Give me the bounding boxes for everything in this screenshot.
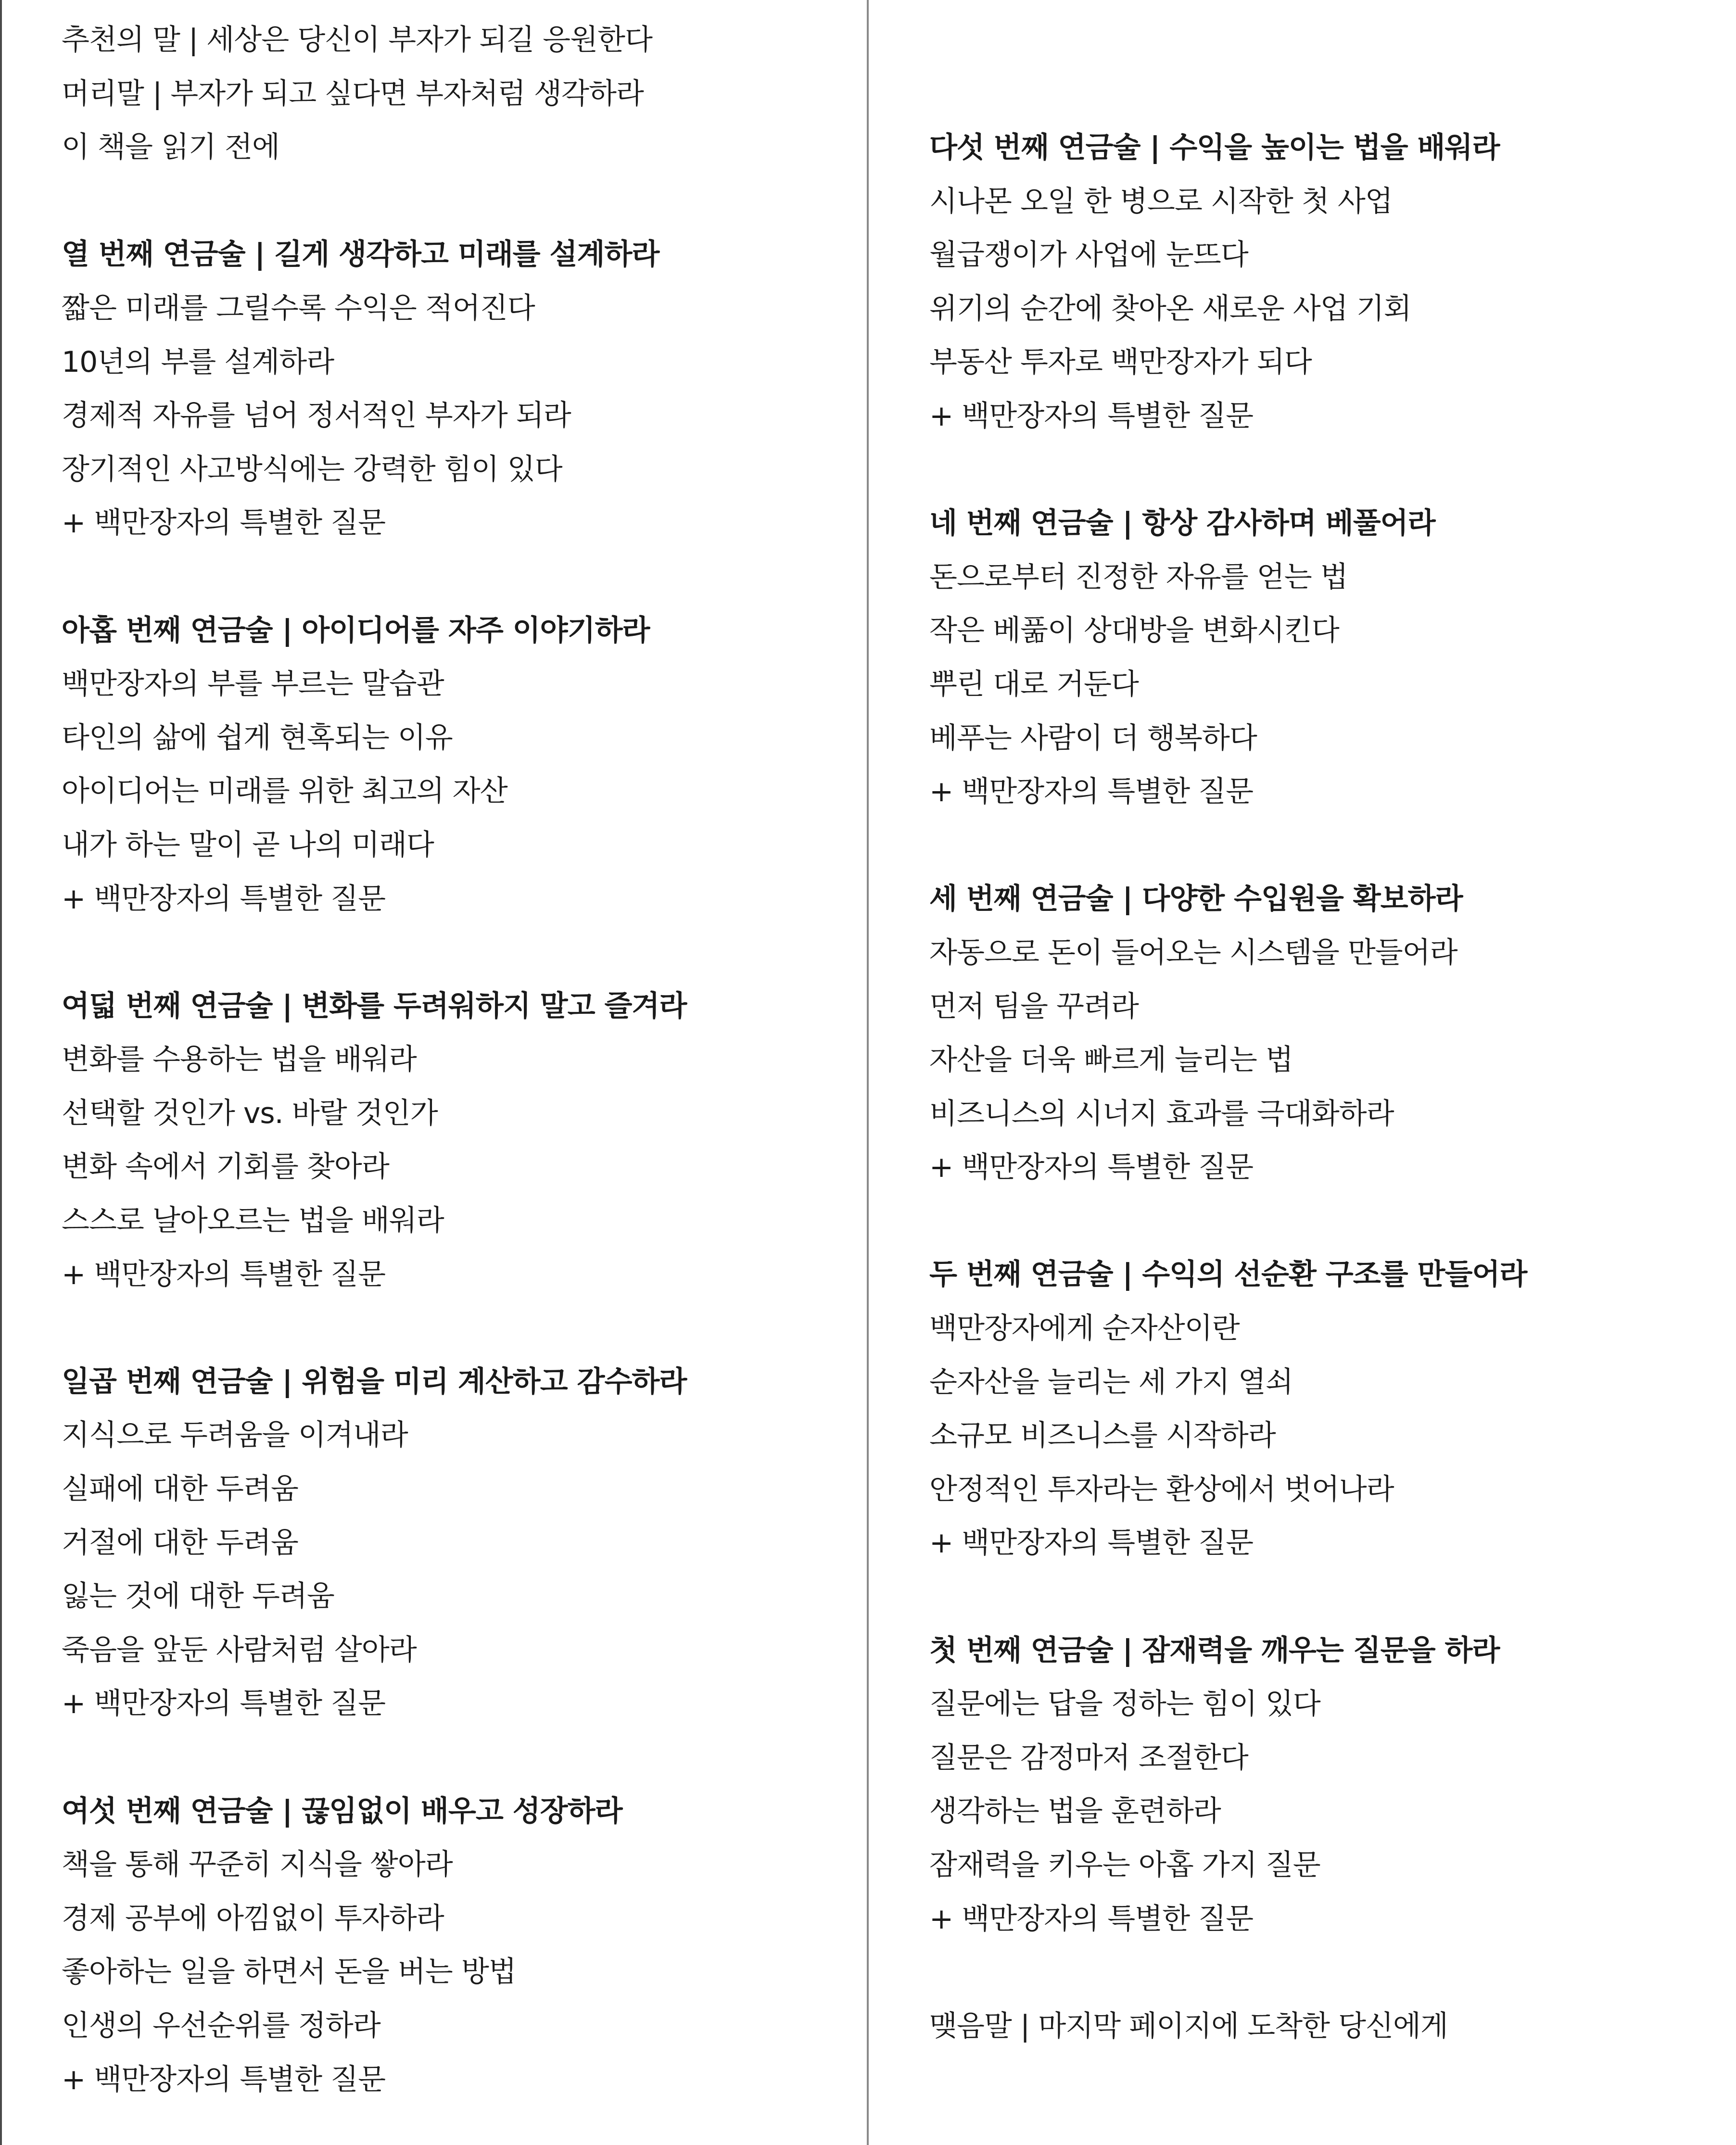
toc-entry: 뿌린 대로 거둔다 [929, 667, 1139, 701]
spacer [929, 819, 1718, 873]
chapter-heading-1: 첫 번째 연금술 | 잠재력을 깨우는 질문을 하라 [929, 1633, 1500, 1667]
toc-entry-special-question: + 백만장자의 특별한 질문 [929, 1526, 1254, 1560]
toc-entry: 시나몬 오일 한 병으로 시작한 첫 사업 [929, 184, 1393, 218]
toc-entry: 자산을 더욱 빠르게 늘리는 법 [929, 1043, 1293, 1077]
toc-entry: 내가 하는 말이 곧 나의 미래다 [62, 828, 434, 862]
toc-entry: 지식으로 두려움을 이겨내라 [62, 1418, 408, 1452]
spacer [929, 443, 1718, 497]
toc-entry-recommendation: 추천의 말 | 세상은 당신이 부자가 되길 응원한다 [62, 23, 652, 57]
chapter-heading-2: 두 번째 연금술 | 수익의 선순환 구조를 만들어라 [929, 1258, 1527, 1292]
toc-entry: 작은 베풂이 상대방을 변화시킨다 [929, 614, 1339, 648]
toc-entry: 돈으로부터 진정한 자유를 얻는 법 [929, 560, 1348, 594]
toc-entry: 비즈니스의 시너지 효과를 극대화하라 [929, 1097, 1394, 1131]
toc-entry-special-question: + 백만장자의 특별한 질문 [929, 1150, 1254, 1185]
toc-entry: 소규모 비즈니스를 시작하라 [929, 1419, 1276, 1453]
spacer [929, 1195, 1718, 1249]
spacer [62, 1731, 850, 1785]
toc-entry-special-question: + 백만장자의 특별한 질문 [62, 1257, 386, 1291]
toc-entry: 짧은 미래를 그릴수록 수익은 적어진다 [62, 291, 535, 325]
toc-entry: 죽음을 앞둔 사람처럼 살아라 [62, 1633, 417, 1667]
chapter-heading-4: 네 번째 연금술 | 항상 감사하며 베풀어라 [929, 506, 1435, 541]
toc-entry: 자동으로 돈이 들어오는 시스템을 만들어라 [929, 935, 1457, 970]
toc-entry: 질문은 감정마저 조절한다 [929, 1741, 1248, 1775]
toc-entry: 백만장자에게 순자산이란 [929, 1312, 1240, 1346]
toc-entry-special-question: + 백만장자의 특별한 질문 [62, 2062, 386, 2096]
chapter-heading-3: 세 번째 연금술 | 다양한 수입원을 확보하라 [929, 882, 1463, 916]
spacer [62, 1301, 850, 1355]
toc-entry: 거절에 대한 두려움 [62, 1526, 298, 1560]
toc-entry-special-question: + 백만장자의 특별한 질문 [62, 1687, 386, 1721]
toc-entry: 변화 속에서 기회를 찾아라 [62, 1150, 389, 1184]
toc-entry: 장기적인 사고방식에는 강력한 힘이 있다 [62, 452, 562, 486]
spacer [929, 1946, 1718, 2000]
toc-entry: 안정적인 투자라는 환상에서 벗어나라 [929, 1472, 1394, 1506]
toc-entry: 선택할 것인가 vs. 바랄 것인가 [62, 1096, 438, 1130]
toc-entry: 부동산 투자로 백만장자가 되다 [929, 345, 1312, 379]
toc-entry: 경제적 자유를 넘어 정서적인 부자가 되라 [62, 399, 571, 433]
spacer [62, 175, 850, 228]
toc-entry-preface: 머리말 | 부자가 되고 싶다면 부자처럼 생각하라 [62, 76, 644, 111]
chapter-heading-6: 여섯 번째 연금술 | 끊임없이 배우고 성장하라 [62, 1794, 622, 1828]
chapter-heading-5: 다섯 번째 연금술 | 수익을 높이는 법을 배워라 [929, 131, 1500, 164]
column-divider [867, 0, 869, 2145]
toc-entry: 먼저 팀을 꾸려라 [929, 989, 1139, 1023]
toc-entry: 변화를 수용하는 법을 배워라 [62, 1043, 417, 1077]
toc-entry: 스스로 날아오르는 법을 배워라 [62, 1204, 444, 1238]
toc-entry: 월급쟁이가 사업에 눈뜨다 [929, 238, 1248, 272]
toc-entry: 경제 공부에 아낌없이 투자하라 [62, 1901, 444, 1935]
toc-entry: 타인의 삶에 쉽게 현혹되는 이유 [62, 720, 453, 755]
toc-entry: 좋아하는 일을 하면서 돈을 버는 방법 [62, 1955, 516, 1989]
toc-entry: 잠재력을 키우는 아홉 가지 질문 [929, 1848, 1320, 1882]
toc-entry-before-reading: 이 책을 읽기 전에 [62, 130, 279, 164]
toc-entry-special-question: + 백만장자의 특별한 질문 [62, 506, 386, 540]
toc-entry-special-question: + 백만장자의 특별한 질문 [929, 775, 1254, 809]
toc-entry-special-question: + 백만장자의 특별한 질문 [929, 399, 1254, 433]
toc-entry: 10년의 부를 설계하라 [62, 345, 334, 379]
chapter-heading-8: 여덟 번째 연금술 | 변화를 두려워하지 말고 즐겨라 [62, 989, 687, 1023]
toc-entry: 아이디어는 미래를 위한 최고의 자산 [62, 774, 507, 808]
toc-entry: 책을 통해 꾸준히 지식을 쌓아라 [62, 1848, 453, 1882]
toc-entry-special-question: + 백만장자의 특별한 질문 [929, 1902, 1254, 1936]
chapter-heading-10: 열 번째 연금술 | 길게 생각하고 미래를 설계하라 [62, 238, 659, 272]
left-page-edge [0, 0, 2, 2145]
toc-entry: 백만장자의 부를 부르는 말습관 [62, 667, 444, 701]
toc-entry: 베푸는 사람이 더 행복하다 [929, 721, 1257, 755]
toc-entry-special-question: + 백만장자의 특별한 질문 [62, 882, 386, 916]
toc-left-column [62, 13, 850, 2107]
toc-entry: 인생의 우선순위를 정하라 [62, 2008, 380, 2043]
spacer [929, 1570, 1718, 1624]
toc-entry: 위기의 순간에 찾아온 새로운 사업 기회 [929, 291, 1411, 326]
spacer [62, 926, 850, 980]
toc-entry: 순자산을 늘리는 세 가지 열쇠 [929, 1365, 1293, 1399]
chapter-heading-9: 아홉 번째 연금술 | 아이디어를 자주 이야기하라 [62, 613, 650, 647]
toc-entry: 질문에는 답을 정하는 힘이 있다 [929, 1687, 1320, 1721]
toc-entry-epilogue: 맺음말 | 마지막 페이지에 도착한 당신에게 [929, 2009, 1448, 2043]
spacer [62, 550, 850, 604]
toc-entry: 생각하는 법을 훈련하라 [929, 1794, 1221, 1829]
toc-right-column [929, 121, 1718, 2053]
chapter-heading-7: 일곱 번째 연금술 | 위험을 미리 계산하고 감수하라 [62, 1364, 687, 1399]
toc-entry: 실패에 대한 두려움 [62, 1472, 298, 1506]
toc-entry: 잃는 것에 대한 두려움 [62, 1579, 334, 1614]
